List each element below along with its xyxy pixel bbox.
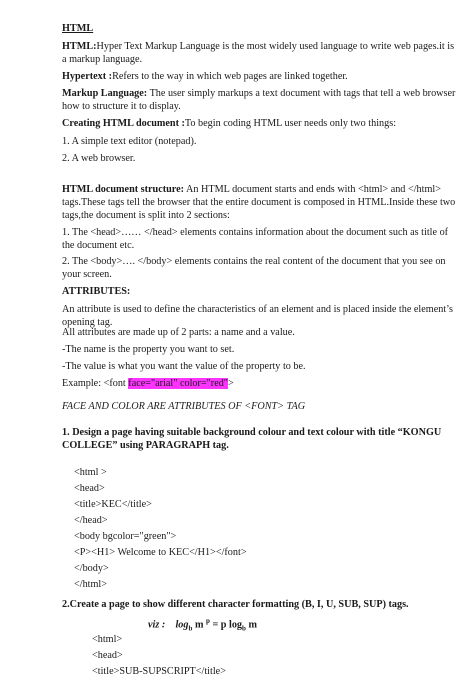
attributes-definition: An attribute is used to define the characteristics of an element and is placed inside the element’s opening tag. bbox=[62, 304, 453, 329]
face-color-note: FACE AND COLOR ARE ATTRIBUTES OF <FONT> TAG bbox=[62, 401, 306, 412]
viz-formula: viz : $\log_b m$ $^p$ = p $\log_b m$ bbox=[148, 617, 257, 633]
code-line: </html> bbox=[74, 579, 107, 590]
html-structure: HTML document structure: An HTML document starts and ends with <html> and </html> tags.These tags tell the browser that the entire document is composed in HTML.Inside these two tags,the document is split into 2 sections: bbox=[62, 184, 456, 222]
requirement-item: 2. A web browser. bbox=[62, 153, 136, 164]
def-hypertext: Hypertext :Refers to the way in which web pages are linked together. bbox=[62, 71, 348, 82]
attributes-heading: ATTRIBUTES: bbox=[62, 286, 131, 297]
code-line: <body bgcolor="green"> bbox=[74, 531, 177, 542]
code-line: </body> bbox=[74, 563, 109, 574]
code-line: <head> bbox=[92, 650, 123, 661]
attribute-name-line: -The name is the property you want to set. bbox=[62, 344, 235, 355]
code-line: <html > bbox=[74, 467, 107, 478]
code-line: </head> bbox=[74, 515, 108, 526]
requirement-item: 1. A simple text editor (notepad). bbox=[62, 136, 197, 147]
section-item: 1. The <head>…… </head> elements contains information about the document such as title of the document etc. bbox=[62, 227, 449, 252]
question-1: 1. Design a page having suitable background colour and text colour with title “KONGU COLLEGE” using PARAGRAPH tag. bbox=[62, 427, 442, 452]
def-html: HTML:Hyper Text Markup Language is the most widely used language to write web pages.it is a markup language. bbox=[62, 41, 455, 66]
code-line: <head> bbox=[74, 483, 105, 494]
example-line: Example: <font face="arial" color="red"> bbox=[62, 378, 234, 389]
attribute-value-line: -The value is what you want the value of the property to be. bbox=[62, 361, 306, 372]
def-markup: Markup Language: The user simply markups a text document with tags that tell a web browser how to structure it to display. bbox=[62, 88, 456, 113]
code-line: <html> bbox=[92, 634, 123, 645]
code-line: <title>SUB-SUPSCRIPT</title> bbox=[92, 666, 226, 677]
attributes-parts: All attributes are made up of 2 parts: a name and a value. bbox=[62, 327, 295, 338]
code-line: <title>KEC</title> bbox=[74, 499, 152, 510]
doc-title: HTML bbox=[62, 23, 94, 34]
creating-html: Creating HTML document :To begin coding HTML user needs only two things: bbox=[62, 118, 397, 129]
question-2: 2.Create a page to show different character formatting (B, I, U, SUB, SUP) tags. bbox=[62, 599, 409, 610]
example-highlight: face="arial" color="red" bbox=[128, 378, 228, 389]
section-item: 2. The <body>…. </body> elements contains the real content of the document that you see on your screen. bbox=[62, 256, 446, 281]
code-line: <P><H1> Welcome to KEC</H1></font> bbox=[74, 547, 247, 558]
